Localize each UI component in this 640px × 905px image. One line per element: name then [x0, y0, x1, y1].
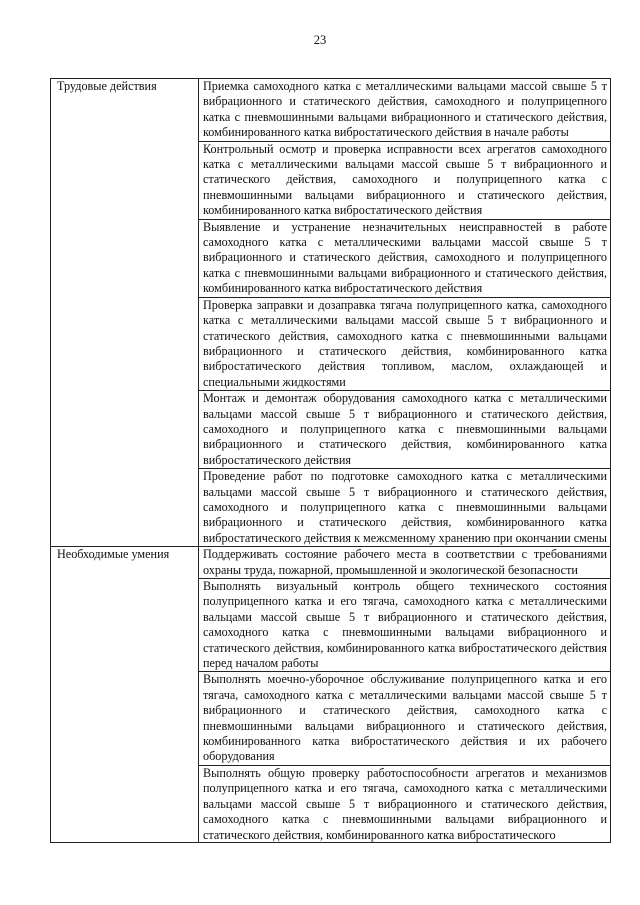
labor-action-item: Контрольный осмотр и проверка исправности всех агрегатов самоходного катка с металлическими вальцами массой свыше 5 т вибрационного и статического действия, самоходного и полуприцепного катка с пневмошинными вальцами вибрационного и статического действия, комбинированного катка вибростатического действия: [199, 141, 611, 219]
labor-action-item: Проведение работ по подготовке самоходного катка с металлическими вальцами массой свыше 5 т вибрационного и статического действия, самоходного и полуприцепного катка с пневмошинными вальцами вибрационного и статического действия, комбинированного катка вибростатического действия к межсменному хранению при окончании смены: [199, 469, 611, 547]
labor-action-item: Приемка самоходного катка с металлическими вальцами массой свыше 5 т вибрационного и статического действия, самоходного и полуприцепного катка с пневмошинными вальцами вибрационного и статического действия, комбинированного катка вибростатического действия в начале работы: [199, 79, 611, 142]
labor-action-item: Выявление и устранение незначительных неисправностей в работе самоходного катка с металлическими вальцами массой свыше 5 т вибрационного и статического действия, самоходного и полуприцепного катка с пневмошинными вальцами вибрационного и статического действия, комбинированного катка вибростатического действия: [199, 219, 611, 297]
section-label-required-skills: Необходимые умения: [51, 547, 199, 843]
required-skill-item: Выполнять моечно-уборочное обслуживание полуприцепного катка и его тягача, самоходного катка с металлическими вальцами массой свыше 5 т вибрационного и статического действия, самоходного катка с пневмошинными вальцами вибрационного и статического действия, комбинированного катка вибростатического действия и их рабочего оборудования: [199, 672, 611, 765]
table-row: [51, 547, 611, 579]
required-skill-item: Выполнять визуальный контроль общего технического состояния полуприцепного катка и его тягача, самоходного катка с металлическими вальцами массой свыше 5 т вибрационного и статического действия, самоходного катка с пневмошинными вальцами вибрационного и статического действия, комбинированного катка вибростатического действия перед началом работы: [199, 579, 611, 672]
required-skill-item-truncated: [199, 765, 611, 842]
section-label-labor-actions: Трудовые действия: [51, 79, 199, 547]
labor-action-item: Проверка заправки и дозаправка тягача полуприцепного катка, самоходного катка с металлическими вальцами массой свыше 5 т вибрационного и статического действия, самоходного катка с пневмошинными вальцами вибрационного и статического действия, комбинированного катка вибростатического действия топливом, маслом, охлаждающей и специальными жидкостями: [199, 297, 611, 390]
required-skill-item: Поддерживать состояние рабочего места в соответствии с требованиями охраны труда, пожарной, промышленной и экологической безопасности: [199, 547, 611, 579]
page-number: 23: [313, 33, 327, 47]
required-skill-text: Выполнять общую проверку работоспособности агрегатов и механизмов полуприцепного катка и его тягача, самоходного катка с металлическими вальцами массой свыше 5 т вибрационного и статического действия, самоходного катка с пневмошинными вальцами вибрационного и статического действия, комбинированного катка вибростатического: [203, 765, 607, 842]
labor-action-item: Монтаж и демонтаж оборудования самоходного катка с металлическими вальцами массой свыше 5 т вибрационного и статического действия, самоходного и полуприцепного катка с пневмошинными вальцами вибрационного и статического действия, комбинированного катка вибростатического действия: [199, 391, 611, 469]
table-row: [51, 79, 611, 142]
qualification-table: [50, 78, 611, 843]
